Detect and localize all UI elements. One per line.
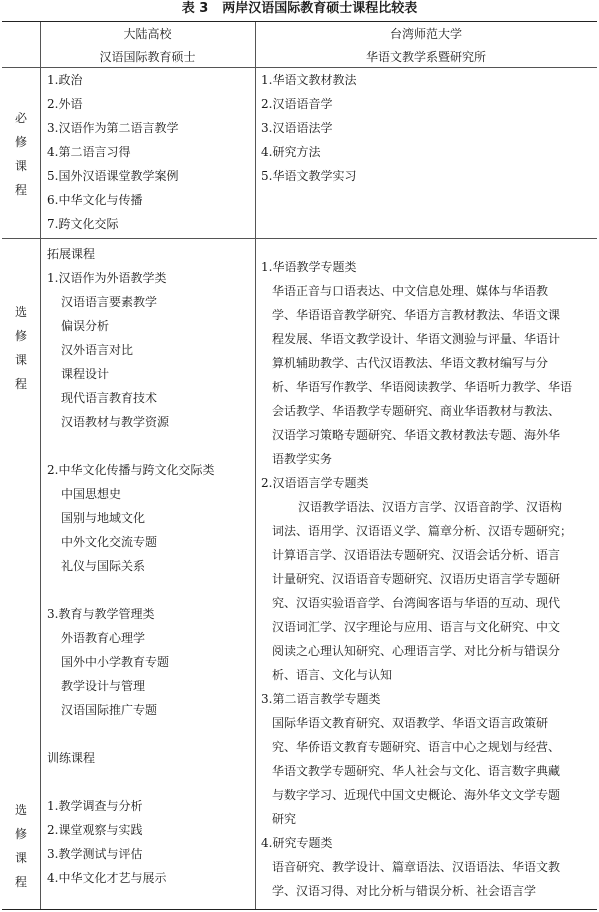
elective-label-char: 课 — [14, 851, 27, 865]
group-title: 2.中华文化传播与跨文化交际类 — [47, 463, 215, 477]
list-item: 2.汉语语音学 — [261, 97, 333, 111]
group-title: 1.汉语作为外语教学类 — [47, 271, 167, 285]
section-title: 训练课程 — [47, 751, 96, 765]
paragraph-line: 学、华语语音教学研究、华语方言教材教法、华语文课 — [272, 308, 561, 322]
paragraph-line: 华语正音与口语表达、中文信息处理、媒体与华语教 — [272, 284, 549, 298]
header-taiwan-line2: 华语文教学系暨研究所 — [365, 50, 486, 64]
required-label — [2, 106, 40, 202]
header-mainland-line2: 汉语国际教育硕士 — [99, 50, 196, 64]
paragraph-line: 汉语教学语法、汉语方言学、汉语音韵学、汉语构 — [298, 500, 563, 514]
list-item: 国外中小学教育专题 — [61, 655, 170, 669]
paragraph-line: 程发展、华语文教学设计、华语文测验与评量、华语计 — [272, 332, 561, 346]
column-divider — [40, 22, 41, 909]
list-item: 2.课堂观察与实践 — [47, 823, 143, 837]
paragraph-line: 学、汉语习得、对比分析与错误分析、社会语言学 — [272, 884, 537, 898]
elective-label-lower — [2, 798, 40, 894]
required-taiwan-list — [261, 68, 356, 188]
list-item: 5.华语文教学实习 — [261, 169, 357, 183]
header-mainland-line1: 大陆高校 — [123, 27, 172, 41]
elective-label-char: 选 — [14, 305, 27, 319]
paragraph-line: 汉语词汇学、汉字理论与应用、语言与文化研究、中文 — [272, 620, 561, 634]
elective-label-char: 选 — [14, 803, 27, 817]
elective-label-char: 修 — [14, 827, 27, 841]
list-item: 汉外语言对比 — [61, 343, 134, 357]
list-item: 4.研究方法 — [261, 145, 321, 159]
list-item: 现代语言教育技术 — [61, 391, 158, 405]
paragraph-line: 究、华侨语文教育专题研究、语言中心之规划与经营、 — [272, 740, 561, 754]
list-item: 课程设计 — [61, 367, 110, 381]
list-item: 2.外语 — [47, 97, 83, 111]
group-title: 3.教育与教学管理类 — [47, 607, 155, 621]
row-divider — [2, 238, 597, 239]
list-item: 4.第二语言习得 — [47, 145, 131, 159]
list-item: 教学设计与管理 — [61, 679, 146, 693]
list-item: 礼仪与国际关系 — [61, 559, 146, 573]
table-title: 两岸汉语国际教育硕士课程比较表 — [222, 1, 418, 16]
paragraph-line: 算机辅助教学、古代汉语教法、华语文教材编写与分 — [272, 356, 549, 370]
group-title: 1.华语教学专题类 — [261, 260, 357, 274]
column-divider — [255, 22, 256, 909]
list-item: 1.政治 — [47, 73, 83, 87]
paragraph-line: 汉语学习策略专题研究、华语文教材教法专题、海外华 — [272, 428, 561, 442]
paragraph-line: 究、汉语实验语音学、台湾闽客语与华语的互动、现代 — [272, 596, 561, 610]
list-item: 1.华语文教材教法 — [261, 73, 357, 87]
list-item: 6.中华文化与传播 — [47, 193, 143, 207]
list-item: 中国思想史 — [61, 487, 122, 501]
list-item: 7.跨文化交际 — [47, 217, 119, 231]
group-title: 3.第二语言教学专题类 — [261, 692, 381, 706]
comparison-table — [2, 21, 597, 910]
list-item: 汉语国际推广专题 — [61, 703, 158, 717]
paragraph-line: 语音研究、教学设计、篇章语法、汉语语法、华语文教 — [272, 860, 561, 874]
list-item: 3.汉语语法学 — [261, 121, 333, 135]
list-item: 3.汉语作为第二语言教学 — [47, 121, 179, 135]
required-label-char: 必 — [14, 111, 27, 125]
required-label-char: 课 — [14, 159, 27, 173]
elective-label-char: 修 — [14, 329, 27, 343]
elective-label-char: 程 — [14, 875, 27, 889]
paragraph-line: 计量研究、汉语语音专题研究、汉语历史语言学专题研 — [272, 572, 561, 586]
list-item: 外语教育心理学 — [61, 631, 146, 645]
paragraph-line: 研究 — [272, 812, 297, 826]
list-item: 汉语语言要素教学 — [61, 295, 158, 309]
elective-mainland-list — [47, 242, 214, 890]
table-caption — [0, 0, 599, 22]
list-item: 国别与地域文化 — [61, 511, 146, 525]
header-taiwan-line1: 台湾师范大学 — [389, 27, 462, 41]
elective-taiwan-list — [261, 255, 572, 903]
header-mainland — [40, 27, 255, 65]
paragraph-line: 会话教学、华语教学专题研究、商业华语教材与教法、 — [272, 404, 561, 418]
paragraph-line: 阅读之心理认知研究、心理语言学、对比分析与错误分 — [272, 644, 561, 658]
list-item: 汉语教材与教学资源 — [61, 415, 170, 429]
list-item: 1.教学调查与分析 — [47, 799, 143, 813]
group-title: 2.汉语语言学专题类 — [261, 476, 369, 490]
section-title: 拓展课程 — [47, 247, 96, 261]
paragraph-line: 析、华语写作教学、华语阅读教学、华语听力教学、华语 — [272, 380, 573, 394]
paragraph-line: 国际华语文教育研究、双语教学、华语文语言政策研 — [272, 716, 549, 730]
elective-label-upper — [2, 300, 40, 396]
table-number: 表 3 — [181, 1, 209, 16]
required-label-char: 修 — [14, 135, 27, 149]
elective-label-char: 程 — [14, 377, 27, 391]
paragraph-line: 析、语言、文化与认知 — [272, 668, 393, 682]
list-item: 3.教学测试与评估 — [47, 847, 143, 861]
required-label-char: 程 — [14, 183, 27, 197]
list-item: 中外文化交流专题 — [61, 535, 158, 549]
paragraph-line: 语教学实务 — [272, 452, 333, 466]
elective-label-char: 课 — [14, 353, 27, 367]
paragraph-line: 词法、语用学、汉语语义学、篇章分析、汉语专题研究； — [272, 524, 573, 538]
group-title: 4.研究专题类 — [261, 836, 333, 850]
paragraph-line: 与数字学习、近现代中国文史概论、海外华文文学专题 — [272, 788, 561, 802]
list-item: 4.中华文化才艺与展示 — [47, 871, 167, 885]
list-item: 5.国外汉语课堂教学案例 — [47, 169, 179, 183]
list-item: 偏误分析 — [61, 319, 110, 333]
header-taiwan — [255, 27, 597, 65]
paragraph-line: 华语文教学专题研究、华人社会与文化、语言数字典藏 — [272, 764, 561, 778]
paragraph-line: 计算语言学、汉语语法专题研究、汉语会话分析、语言 — [272, 548, 561, 562]
required-mainland-list — [47, 68, 178, 236]
